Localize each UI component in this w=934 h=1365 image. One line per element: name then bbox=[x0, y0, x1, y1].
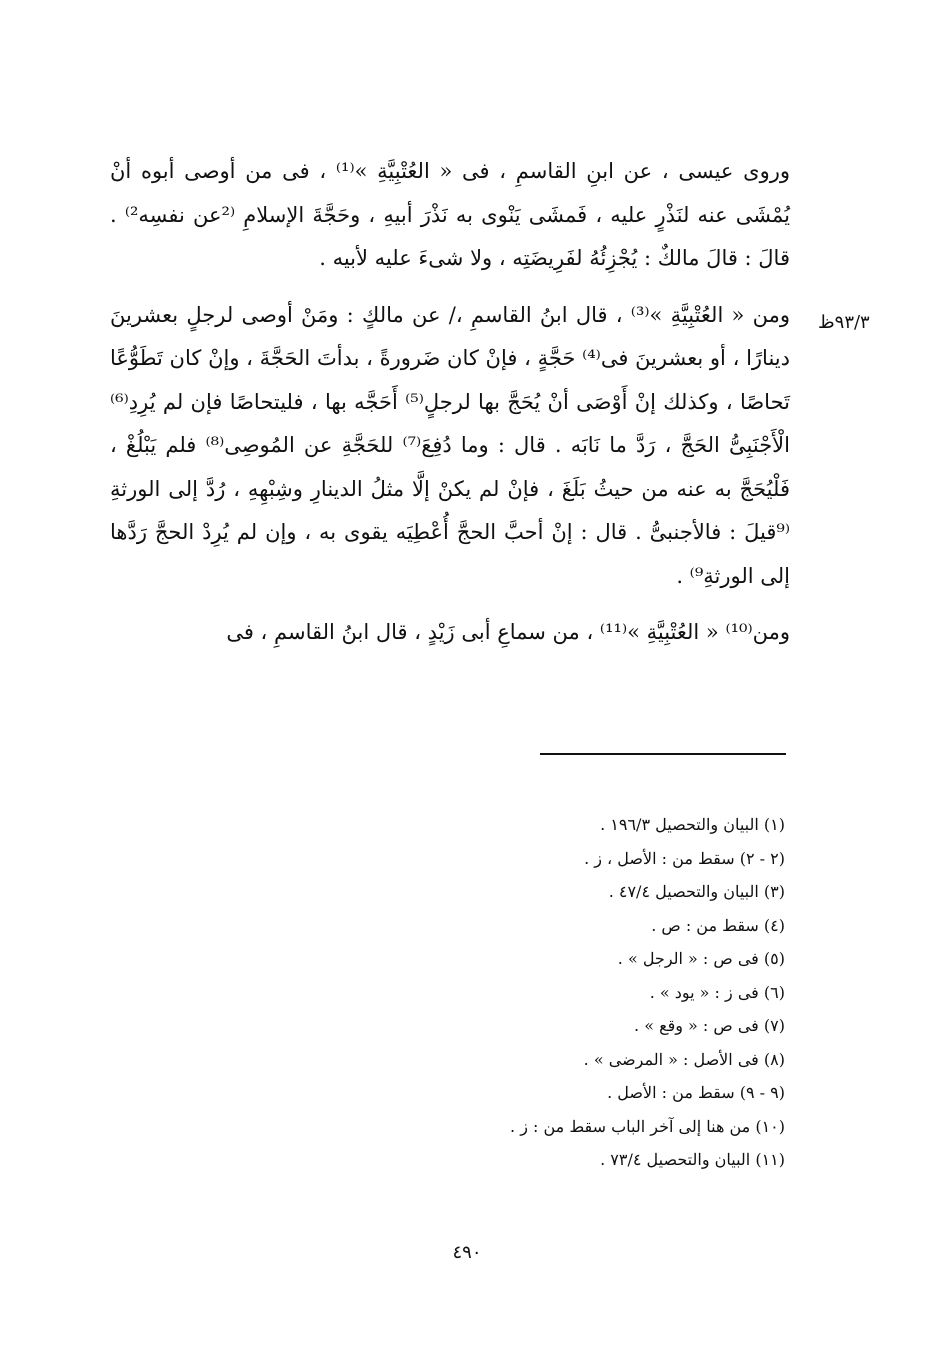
footnote-9: (٩ - ٩) سقط من : الأصل . bbox=[607, 1083, 785, 1102]
main-text-body bbox=[110, 150, 790, 655]
footnote-4: (٤) سقط من : ص . bbox=[651, 915, 785, 935]
paragraph-1: وروى عيسى ، عن ابنِ القاسمِ ، فى « العُتْبِيَّةِ »⁽¹⁾ ، فى من أوصى أبوه أنْ يُمْشَى عنه لنَذْرٍ عليه ، فَمشَى يَنْوى به نَذْرَ أبيهِ ، وحَجَّةَ الإسلامِ ⁽²عن نفسِه²⁾ . قالَ : قالَ مالكٌ : يُجْزِئُهُ لفَرِيضَتِه ، ولا شىءَ عليه لأبيه . bbox=[110, 159, 790, 270]
paragraph-3: ومن⁽¹⁰⁾ « العُتْبِيَّةِ »⁽¹¹⁾ ، من سماعِ أبى زَيْدٍ ، قال ابنُ القاسمِ ، فى bbox=[226, 620, 790, 644]
footnote-11: (١١) البيان والتحصيل ٧٣/٤ . bbox=[600, 1150, 785, 1169]
footnote-1: (١) البيان والتحصيل ١٩٦/٣ . bbox=[600, 815, 785, 834]
footnote-5: (٥) فى ص : « الرجل » . bbox=[617, 949, 785, 968]
margin-folio-note: ٩٣/٣ظ bbox=[818, 312, 870, 333]
footnote-10: (١٠) من هنا إلى آخر الباب سقط من : ز . bbox=[510, 1116, 785, 1136]
footnote-2: (٢ - ٢) سقط من : الأصل ، ز . bbox=[584, 848, 785, 868]
page-number: ٤٩٠ bbox=[452, 1242, 482, 1263]
footnote-6: (٦) فى ز : « يود » . bbox=[649, 982, 785, 1002]
paragraph-2: ومن « العُتْبِيَّةِ »⁽³⁾ ، قال ابنُ القاسمِ ،/ عن مالكٍ : ومَنْ أوصى لرجلٍ بعشرينَ دينارًا ، أو بعشرينَ فى⁽⁴⁾ حَجَّةٍ ، فإنْ كان ضَرورةً ، بدأتَ الحَجَّةَ ، وإنْ كان تَطَوُّعًا تَحاصًا ، وكذلك إنْ أَوْصَى أنْ يُحَجَّ بها لرجلٍ⁽⁵⁾ أَحَجَّه بها ، فليتحاصًا فإن لم يُرِدِ⁽⁶⁾ الْأَجْنَبِىُّ الحَجَّ ، رَدَّ ما نَابَه . قال : وما دُفِعَ⁽⁷⁾ للحَجَّةِ عن المُوصِى⁽⁸⁾ فلم يَبْلُغْ ، فَلْيُحَجَّ به عنه من حيثُ بَلَغَ ، فإنْ لم يكنْ إلَّا مثلُ الدينارِ وشِبْهِهِ ، رُدَّ إلى الورثةِ ⁽⁹قيلَ : فالأجنبىُّ . قال : إنْ أحبَّ الحجَّ أُعْطِيَه يقوى به ، وإن لم يُرِدْ الحجَّ رَدَّها إلى الورثةِ⁹⁾ . bbox=[110, 302, 790, 588]
footnotes-list bbox=[300, 808, 785, 1177]
footnote-8: (٨) فى الأصل : « المرضى » . bbox=[583, 1049, 785, 1069]
footnote-7: (٧) فى ص : « وقع » . bbox=[634, 1016, 785, 1035]
footnote-3: (٣) البيان والتحصيل ٤٧/٤ . bbox=[608, 882, 785, 901]
footnote-separator-rule bbox=[540, 753, 786, 755]
